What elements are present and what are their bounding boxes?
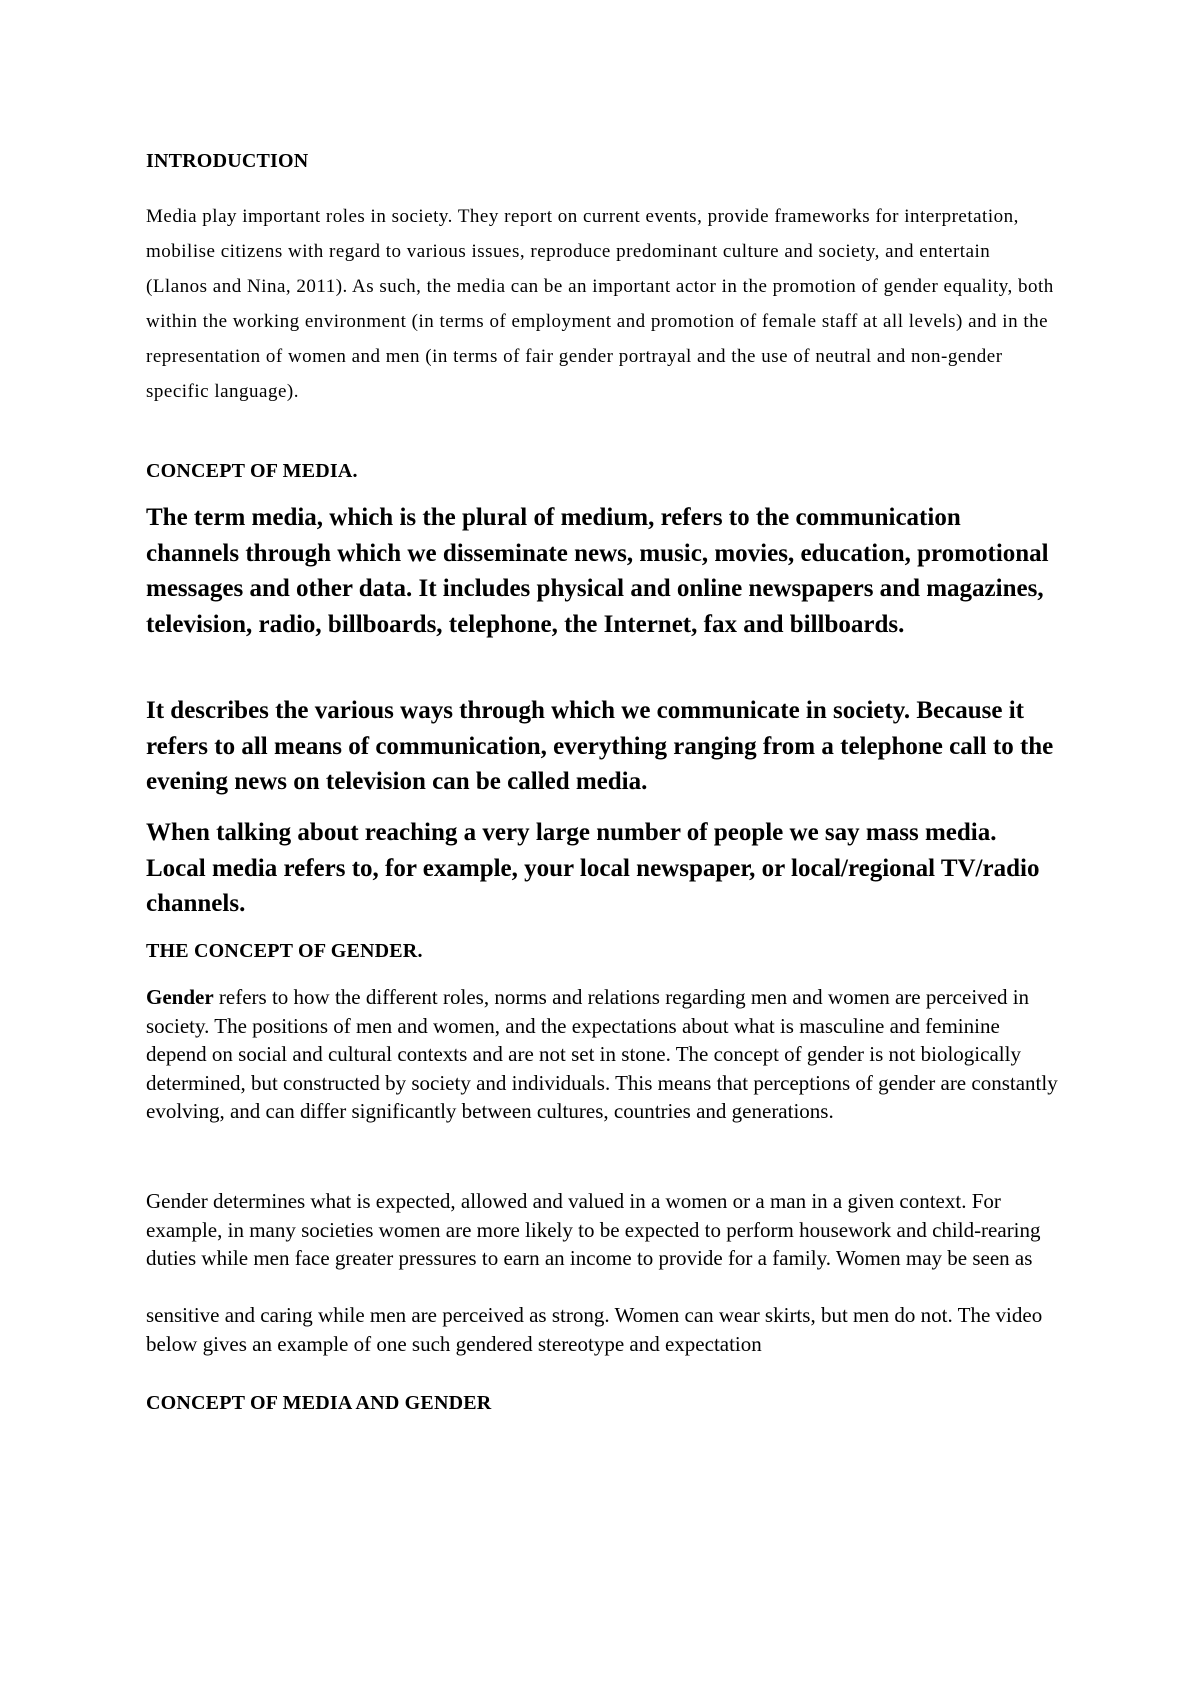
gender-expectations-paragraph: Gender determines what is expected, allowed and valued in a women or a man in a given context. For example, in many societies women are more likely to be expected to perform housework and child-rearing duties while men face greater pressures to earn an income to provide for a family. Women may be seen as — [146, 1189, 1041, 1270]
introduction-paragraph: Media play important roles in society. They report on current events, provide frameworks for interpretation, mobilise citizens with regard to various issues, reproduce predominant culture and society, and entertain (Llanos and Nina, 2011). As such, the media can be an important actor in the promotion of gender equality, both within the working environment (in terms of employment and promotion of female staff at all levels) and in the representation of women and men (in terms of fair gender portrayal and the use of neutral and non-gender specific language). — [146, 206, 1054, 402]
concept-of-media-heading: CONCEPT OF MEDIA. — [146, 460, 358, 482]
gender-definition-paragraph — [146, 983, 1061, 1126]
concept-of-gender-heading: THE CONCEPT OF GENDER. — [146, 940, 423, 962]
concept-of-media-and-gender-heading: CONCEPT OF MEDIA AND GENDER — [146, 1392, 492, 1414]
gender-definition-text: refers to how the different roles, norms and relations regarding men and women are perceived in society. The positions of men and women, and the expectations about what is masculine and feminine depend on social and cultural contexts and are not set in stone. The concept of gender is not biologically determined, but constructed by society and individuals. This means that perceptions of gender are constantly evolving, and can differ significantly between cultures, countries and generations. — [146, 985, 1058, 1123]
mass-media-paragraph: When talking about reaching a very large number of people we say mass media. Local media refers to, for example, your local newspaper, or local/regional TV/radio channels. — [146, 819, 1040, 917]
media-description-paragraph: It describes the various ways through which we communicate in society. Because it refers to all means of communication, everything ranging from a telephone call to the evening news on television can be called media. — [146, 697, 1054, 795]
gender-term: Gender — [146, 985, 214, 1009]
media-definition-paragraph: The term media, which is the plural of medium, refers to the communication channels through which we disseminate news, music, movies, education, promotional messages and other data. It includes physical and online newspapers and magazines, television, radio, billboards, telephone, the Internet, fax and billboards. — [146, 504, 1049, 638]
introduction-heading: INTRODUCTION — [146, 150, 309, 172]
gender-stereotype-paragraph: sensitive and caring while men are perceived as strong. Women can wear skirts, but men do not. The video below gives an example of one such gendered stereotype and expectation — [146, 1303, 1043, 1356]
